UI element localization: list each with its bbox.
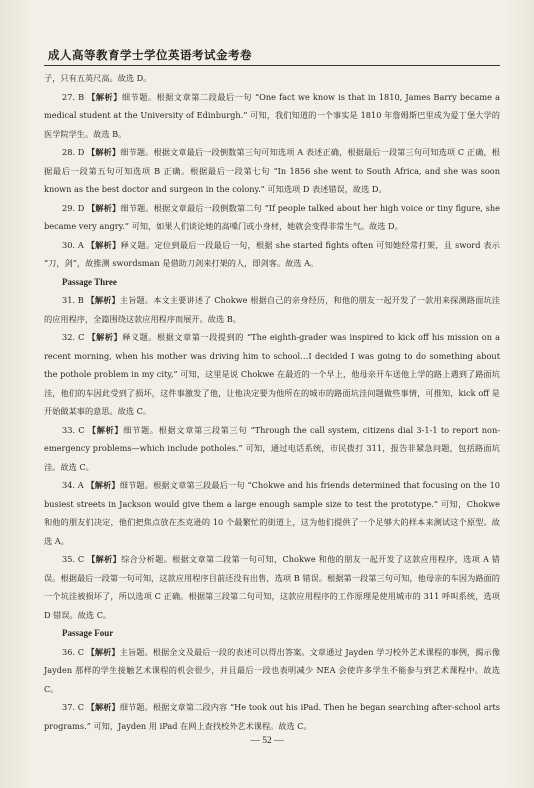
answer-item [44, 421, 500, 477]
analysis-tag: 【解析】 [87, 147, 121, 157]
answer-number: 27. B [62, 91, 85, 102]
page-number: — 52 — [250, 736, 284, 746]
analysis-tag: 【解析】 [86, 702, 120, 712]
analysis-tag: 【解析】 [87, 91, 122, 102]
analysis-tag: 【解析】 [86, 239, 121, 250]
answer-number: 33. C [62, 424, 85, 435]
answer-explanation: 主旨题。本文主要讲述了 Chokwe 根据自己的亲身经历，和他的朋友一起开发了一款用来探测路面坑洼的应用程序，全篇围绕这款应用程序而展开。故选 B。 [44, 295, 500, 324]
answer-explanation: 综合分析题。根据文章第二段第一句可知，Chokwe 和他的朋友一起开发了这款应用程序，选项 A 错误。根据最后一段第一句可知，这款应用程序目前还没有出售，选项 B 错误。根据第一段第三句可知，他母亲的车因为路面的一个坑洼被损坏了，所以选项 C 正确。根据第三段第二句可知，这款应用程序的工作原理是使用城市的 311 呼叫系统，选项 D 错误。故选 C。 [44, 554, 500, 620]
answer-number: 35. C [62, 554, 85, 564]
answer-explanation: 细节题。根据文章第二段最后一句 “One fact we know is that in 1810, James Barry became a medical student at the University of Edinburgh.” 可知，我们知道的一个事实是 1810 年詹姆斯巴里成为爱丁堡大学的医学院学生。故选 B。 [44, 91, 500, 139]
answer-item [44, 199, 500, 236]
answer-item [44, 143, 500, 199]
answer-item [44, 698, 500, 735]
answer-explanation: 细节题。根据文章第三段最后一句 “Chokwe and his friends determined that focusing on the 10 busiest streets in Jackson would give them a large enough sample size to test the prototype.” 可知，Chokwe 和他的朋友们决定，他们把焦点放在杰克逊的 10 个最繁忙的街道上，这为他们提供了一个足够大的样本来测试这个原型。故选 A。 [44, 480, 500, 546]
answer-explanation: 释义题。根据文章第一段提到的 “The eighth-grader was inspired to kick off his mission on a recent morning, when his mother was driving him to school…I decided I was going to do something about the pothole problem in my city,” 可知，这里是说 Chokwe 在最近的一个早上，他母亲开车送他上学的路上遇到了路面坑洼，他们的车因此受到了损坏，这件事激发了他，让他决定要为他所在的城市的路面坑洼问题做些事情，可推知，kick off 是开始做某事的意思。故选 C。 [44, 332, 500, 416]
answer-number: 28. D [62, 147, 85, 157]
answer-explanation: 细节题。根据文章最后一段倒数第三句可知选项 A 表述正确，根据最后一段第三句可知选项 C 正确，根据最后一段第五句可知选项 B 正确。根据最后一段第七句 “In 1856 she went to South Africa, and she was soon known as the best doctor and surgeon in the colony.” 可知选项 D 表述错误，故选 D。 [44, 147, 500, 194]
answer-item [44, 236, 500, 273]
section-heading: Passage Three [62, 276, 117, 287]
analysis-tag: 【解析】 [86, 480, 120, 490]
answer-item [44, 643, 500, 699]
answer-number: 37. C [62, 702, 84, 712]
answer-explanation: 细节题。根据文章最后一段倒数第二句 “If people talked about her high voice or tiny figure, she became very angry.” 可知，如果人们谈论她的高嗓门或小身材，她就会变得非常生气。故选 D。 [44, 202, 500, 231]
analysis-tag: 【解析】 [86, 646, 120, 657]
answer-number: 32. C [62, 332, 85, 342]
analysis-tag: 【解析】 [87, 202, 121, 213]
analysis-tag: 【解析】 [87, 332, 123, 342]
answer-number: 31. B [62, 295, 84, 305]
answer-explanation: 主旨题。根据全文及最后一段的表述可以得出答案。文章通过 Jayden 学习校外艺术课程的事例，揭示像 Jayden 那样的学生接触艺术课程的机会很少，并且最后一段也表明减少 NEA 会使许多学生不能参与到艺术课程中。故选 C。 [44, 646, 501, 694]
analysis-tag: 【解析】 [87, 554, 122, 564]
header-rule [44, 65, 500, 66]
continued-text: 子，只有五英尺高。故选 D。 [44, 73, 152, 83]
answer-number: 34. A [62, 480, 84, 490]
answer-explanation: 细节题。根据文章第三段第三句 “Through the call system, citizens dial 3-1-1 to report non-emergency problems—which include potholes.” 可知，通过电话系统，市民拨打 311，报告非紧急问题，包括路面坑洼。故选 C。 [44, 424, 500, 472]
answer-item [44, 550, 500, 624]
answer-item [44, 476, 500, 550]
analysis-tag: 【解析】 [87, 424, 124, 435]
answer-explanation: 细节题。根据文章第二段内容 “He took out his iPad. Then he began searching after-school arts programs.” 可知，Jayden 用 iPad 在网上查找校外艺术课程。故选 C。 [44, 702, 500, 731]
answer-item [44, 328, 500, 421]
page-header-title: 成人高等教育学士学位英语考试金考卷 [48, 48, 252, 62]
answer-item [44, 88, 500, 144]
answer-number: 36. C [62, 646, 84, 657]
answer-number: 30. A [62, 239, 84, 250]
answer-explanation: 释义题。定位到最后一段最后一句，根据 she started fights often 可知她经常打架，且 sword 表示 “刀，剑”，故推测 swordsman 是借助刀剑来打架的人，即剑客。故选 A。 [44, 239, 500, 268]
answer-number: 29. D [62, 202, 85, 213]
section-heading: Passage Four [62, 628, 114, 638]
answer-explanations [44, 69, 500, 735]
analysis-tag: 【解析】 [86, 295, 120, 305]
answer-item [44, 291, 500, 328]
